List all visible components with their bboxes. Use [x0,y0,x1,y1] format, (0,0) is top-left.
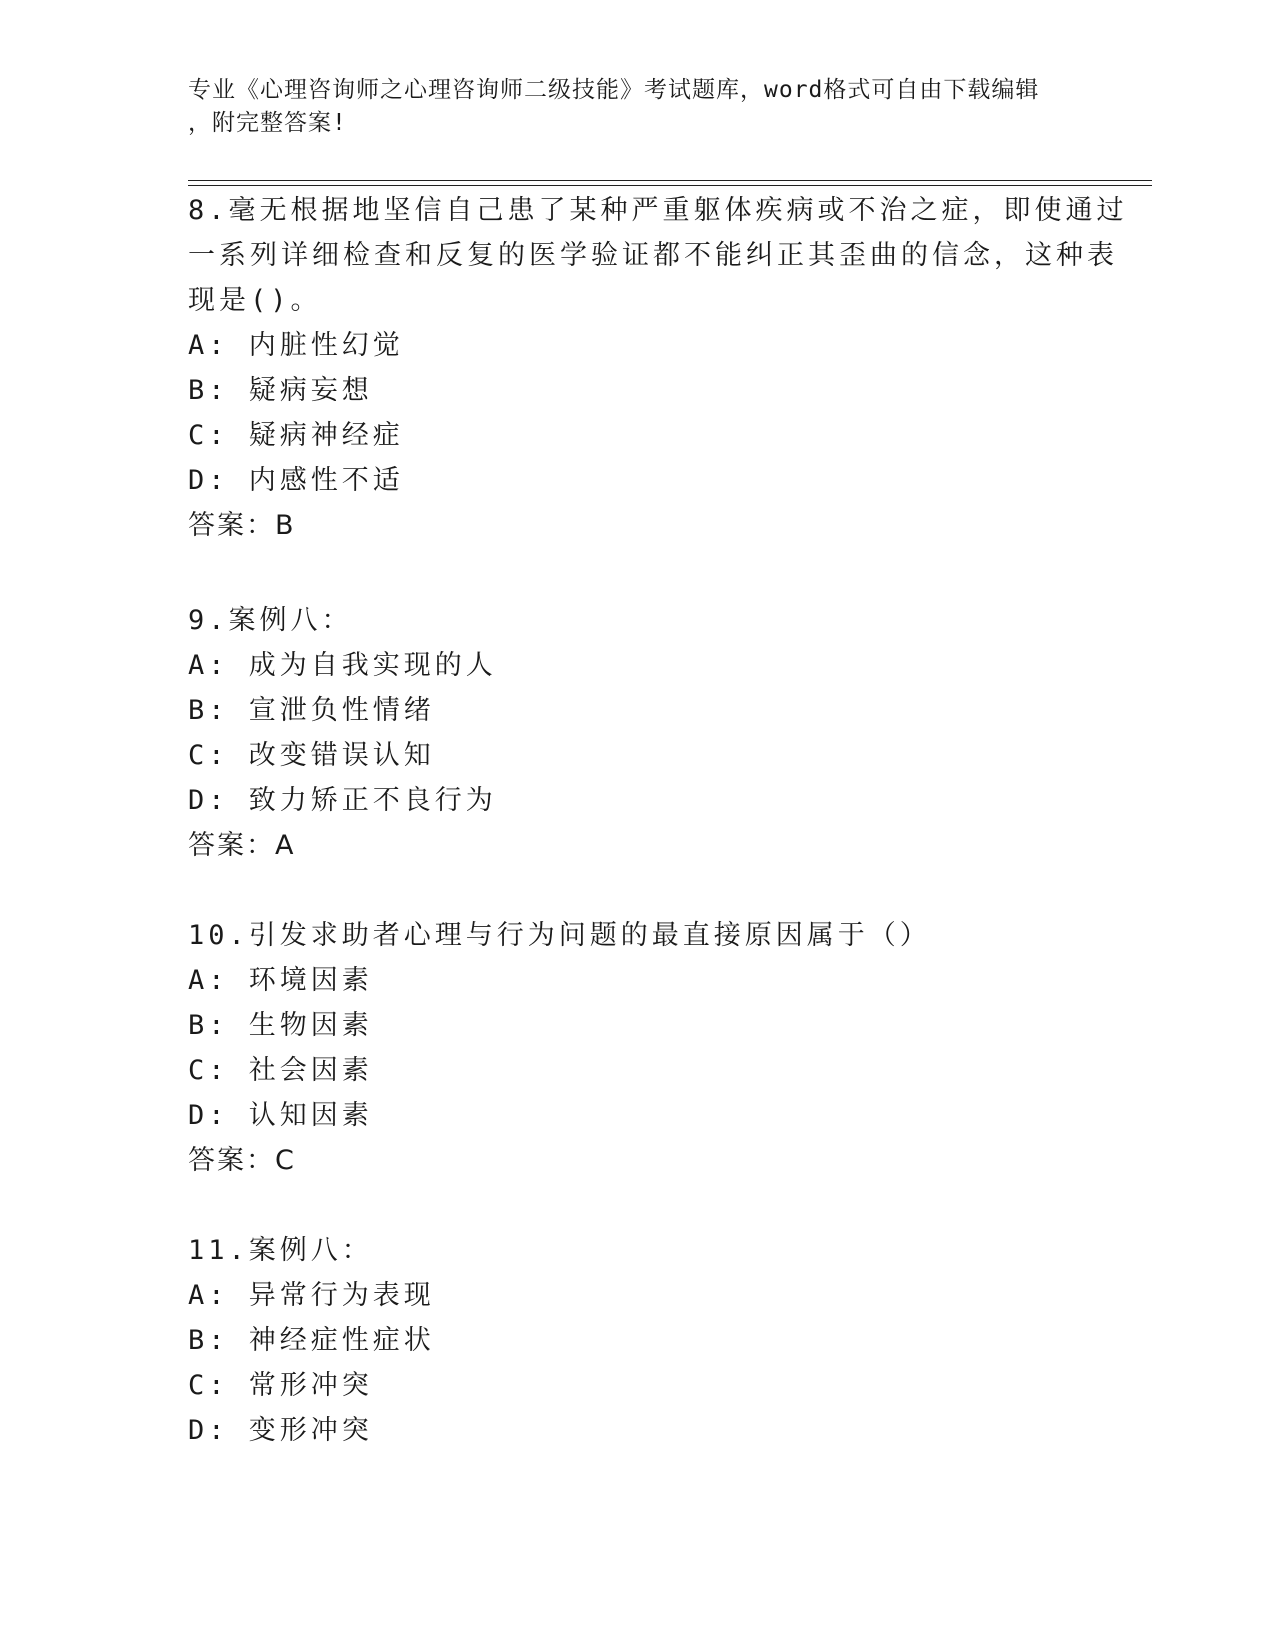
question-11-option-b: B: 神经症性症状 [188,1325,435,1356]
question-11-option-c: C: 常形冲突 [188,1370,373,1401]
question-9-option-a: A: 成为自我实现的人 [188,650,497,681]
question-10-option-b: B: 生物因素 [188,1010,373,1041]
question-11-stem-line-1: 11.案例八： [188,1235,373,1266]
question-8-option-c: C: 疑病神经症 [188,420,404,451]
question-11-option-a: A: 异常行为表现 [188,1280,435,1311]
question-10-option-a: A: 环境因素 [188,965,373,996]
question-10-option-c: C: 社会因素 [188,1055,373,1086]
question-8-stem-line-3: 现是()。 [188,285,322,316]
question-9-option-d: D: 致力矫正不良行为 [188,785,497,816]
header-divider-top [188,180,1152,181]
question-10-answer: 答案：C [188,1145,296,1176]
question-9-stem-line-1: 9.案例八： [188,605,353,636]
question-8-option-a: A: 内脏性幻觉 [188,330,404,361]
header-line-1: 专业《心理咨询师之心理咨询师二级技能》考试题库，word格式可自由下载编辑 [188,77,1040,103]
question-10-option-d: D: 认知因素 [188,1100,373,1131]
header-line-2: ，附完整答案! [188,110,347,136]
question-11-option-d: D: 变形冲突 [188,1415,373,1446]
header-divider-bottom [188,185,1152,186]
question-9-answer: 答案：A [188,830,296,861]
question-9-option-c: C: 改变错误认知 [188,740,435,771]
question-8-answer: 答案：B [188,510,296,541]
question-8-option-b: B: 疑病妄想 [188,375,373,406]
question-8-stem-line-2: 一系列详细检查和反复的医学验证都不能纠正其歪曲的信念，这种表 [188,240,1118,271]
document-header [188,74,1068,140]
question-9-option-b: B: 宣泄负性情绪 [188,695,435,726]
question-8-option-d: D: 内感性不适 [188,465,404,496]
question-10-stem-line-1: 10.引发求助者心理与行为问题的最直接原因属于（） [188,920,931,951]
question-8-stem-line-1: 8.毫无根据地坚信自己患了某种严重躯体疾病或不治之症，即使通过 [188,195,1128,226]
